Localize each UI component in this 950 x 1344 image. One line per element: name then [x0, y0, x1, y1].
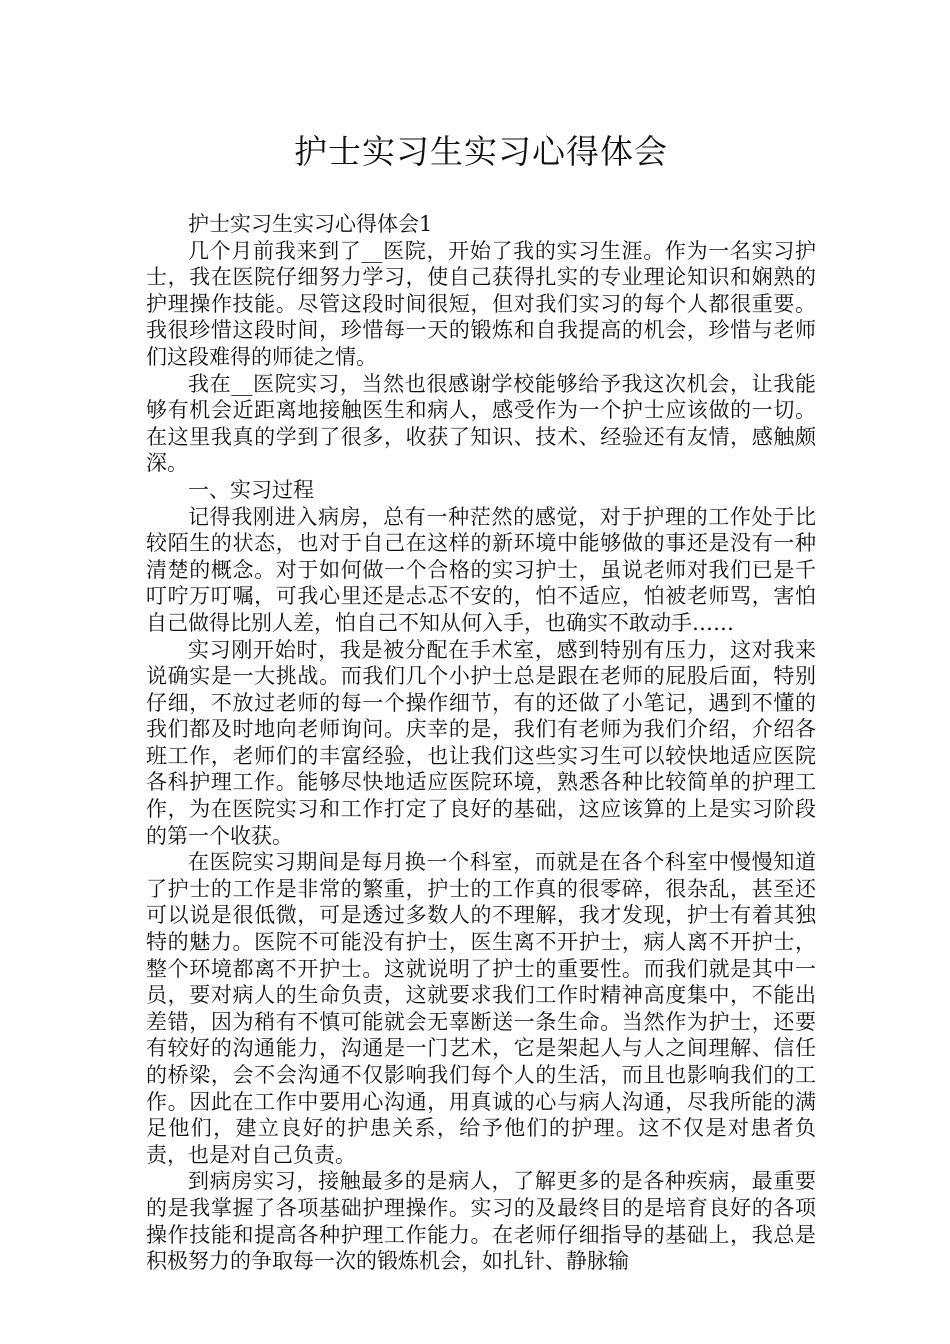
document-title: 护士实习生实习心得体会: [294, 132, 668, 171]
paragraph-ward-practice: 到病房实习，接触最多的是病人，了解更多的是各种疾病，最重要的是我掌握了各项基础护理操作。实习的及最终目的是培育良好的各项操作技能和提高各种护理工作能力。在老师仔细指导的基础上，我总是积极努力的争取每一次的锻炼机会，如扎针、静脉输: [146, 1169, 816, 1274]
paragraph-gratitude: 我在__医院实习，当然也很感谢学校能够给予我这次机会，让我能够有机会近距离地接触医生和病人，感受作为一个护士应该做的一切。在这里我真的学到了很多，收获了知识、技术、经验还有友情，感触颇深。: [146, 371, 816, 476]
section-heading-process: 一、实习过程: [188, 477, 314, 502]
paragraph-first-day: 记得我刚进入病房，总有一种茫然的感觉，对于护理的工作处于比较陌生的状态，也对于自己在这样的新环境中能够做的事还是没有一种清楚的概念。对于如何做一个合格的实习护士，虽说老师对我们已是千叮咛万叮嘱，可我心里还是忐忑不安的，怕不适应，怕被老师骂，害怕自己做得比别人差，怕自己不知从何入手，也确实不敢动手……: [146, 504, 816, 635]
document-page: [146, 130, 816, 1275]
section-subtitle: 护士实习生实习心得体会1: [188, 212, 433, 236]
paragraph-nurse-importance: 在医院实习期间是每月换一个科室，而就是在各个科室中慢慢知道了护士的工作是非常的繁重，护士的工作真的很零碎，很杂乱，甚至还可以说是很低微，可是透过多数人的不理解，我才发现，护士有着其独特的魅力。医院不可能没有护士，医生离不开护士，病人离不开护士，整个环境都离不开护士。这就说明了护士的重要性。而我们就是其中一员，要对病人的生命负责，这就要求我们工作时精神高度集中，不能出差错，因为稍有不慎可能就会无辜断送一条生命。当然作为护士，还要有较好的沟通能力，沟通是一门艺术，它是架起人与人之间理解、信任的桥梁，会不会沟通不仅影响我们每个人的生活，而且也影响我们的工作。因此在工作中要用心沟通，用真诚的心与病人沟通，尽我所能的满足他们，建立良好的护患关系，给予他们的护理。这不仅是对患者负责，也是对自己负责。: [146, 850, 816, 1167]
paragraph-intro: 几个月前我来到了__医院，开始了我的实习生涯。作为一名实习护士，我在医院仔细努力学习，使自己获得扎实的专业理论知识和娴熟的护理操作技能。尽管这段时间很短，但对我们实习的每个人都很重要。我很珍惜这段时间，珍惜每一天的锻炼和自我提高的机会，珍惜与老师们这段难得的师徒之情。: [146, 238, 816, 369]
paragraph-operating-room: 实习刚开始时，我是被分配在手术室，感到特别有压力，这对我来说确实是一大挑战。而我们几个小护士总是跟在老师的屁股后面，特别仔细，不放过老师的每一个操作细节，有的还做了小笔记，遇到不懂的我们都及时地向老师询问。庆幸的是，我们有老师为我们介绍，介绍各班工作，老师们的丰富经验，也让我们这些实习生可以较快地适应医院各科护理工作。能够尽快地适应医院环境，熟悉各种比较简单的护理工作，为在医院实习和工作打定了良好的基础，这应该算的上是实习阶段的第一个收获。: [146, 637, 816, 848]
document-body: [146, 211, 816, 1275]
